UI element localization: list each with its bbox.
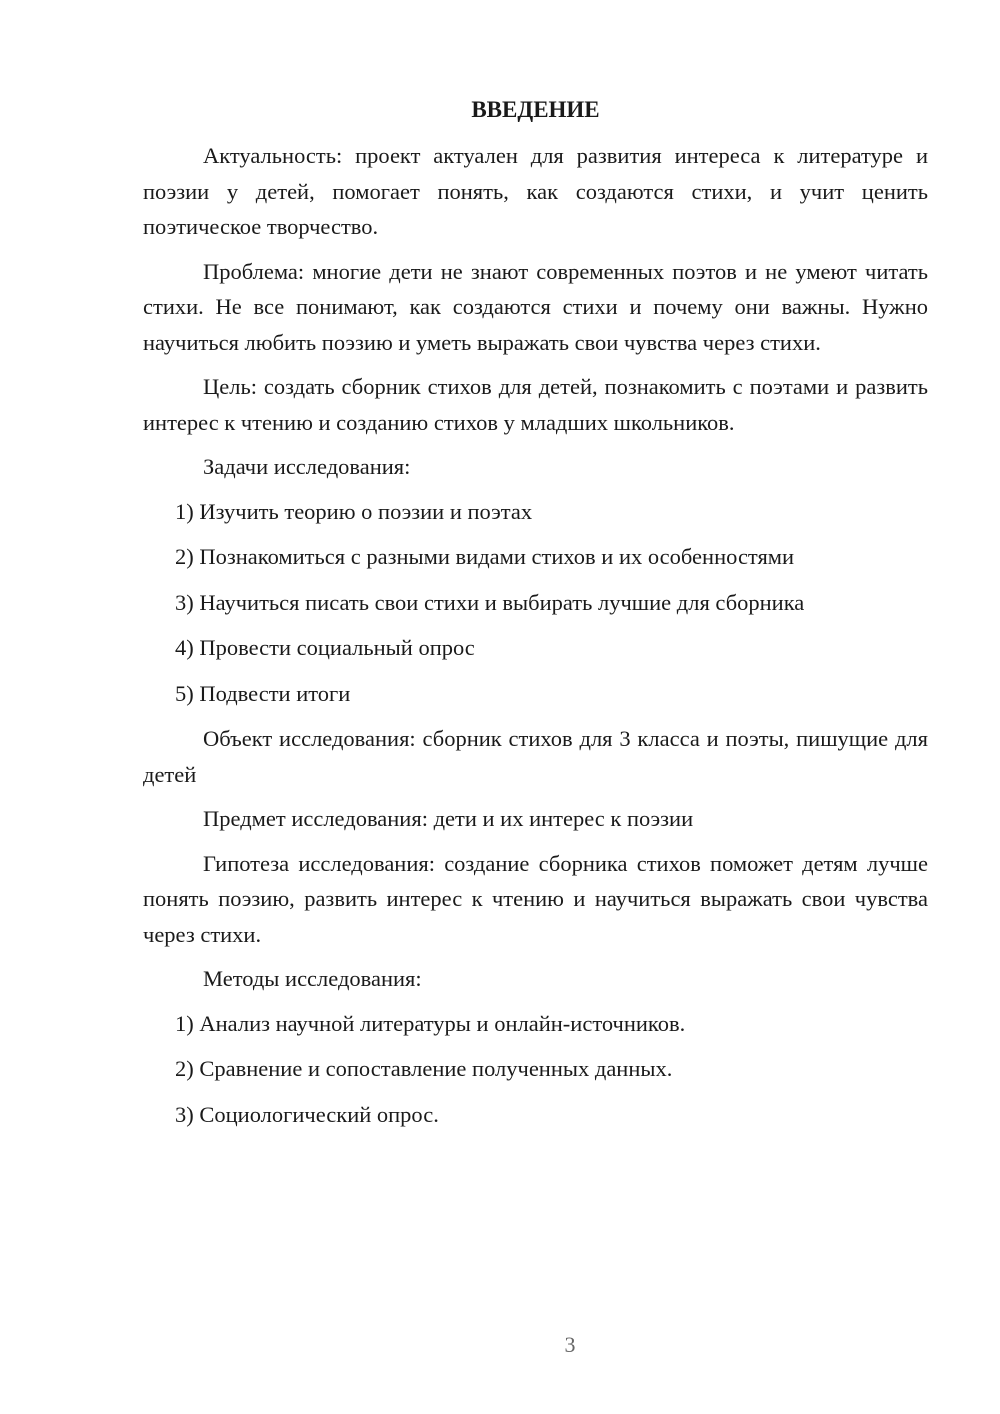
list-item: 5) Подвести итоги: [175, 680, 351, 706]
section-title: ВВЕДЕНИЕ: [471, 97, 600, 122]
goal-paragraph: Цель: создать сборник стихов для детей, познакомить с поэтами и развить интерес к чтению и созданию стихов у младших школьников.: [143, 374, 928, 435]
list-item: 2) Познакомиться с разными видами стихов и их особенностями: [175, 544, 795, 569]
list-item: 3) Социологический опрос.: [175, 1101, 439, 1127]
hypothesis-paragraph: Гипотеза исследования: создание сборника стихов поможет детям лучше понять поэзию, развить интерес к чтению и научиться выражать свои чувства через стихи.: [143, 850, 928, 947]
problem-paragraph: Проблема: многие дети не знают современных поэтов и не умеют читать стихи. Не все понимают, как создаются стихи и почему они важны. Нужно научиться любить поэзию и уметь выражать свои чувства через стихи.: [143, 258, 928, 355]
relevance-paragraph: Актуальность: проект актуален для развития интереса к литературе и поэзии у детей, помогает понять, как создаются стихи, и учит ценить поэтическое творчество.: [143, 143, 928, 239]
document-body: [143, 92, 928, 1142]
tasks-heading: Задачи исследования:: [203, 454, 411, 479]
object-paragraph: Объект исследования: сборник стихов для 3 класса и поэты, пишущие для детей: [143, 726, 928, 787]
methods-heading: Методы исследования:: [203, 966, 422, 991]
list-item: 3) Научиться писать свои стихи и выбирать лучшие для сборника: [175, 589, 805, 615]
page-number: 3: [564, 1332, 576, 1357]
list-item: 4) Провести социальный опрос: [175, 635, 475, 660]
tasks-list: [143, 494, 928, 712]
subject-paragraph: Предмет исследования: дети и их интерес к поэзии: [203, 806, 694, 831]
list-item: 2) Сравнение и сопоставление полученных данных.: [175, 1056, 673, 1081]
list-item: 1) Анализ научной литературы и онлайн-источников.: [175, 1010, 686, 1036]
list-item: 1) Изучить теорию о поэзии и поэтах: [175, 498, 533, 524]
methods-list: [143, 1006, 928, 1133]
